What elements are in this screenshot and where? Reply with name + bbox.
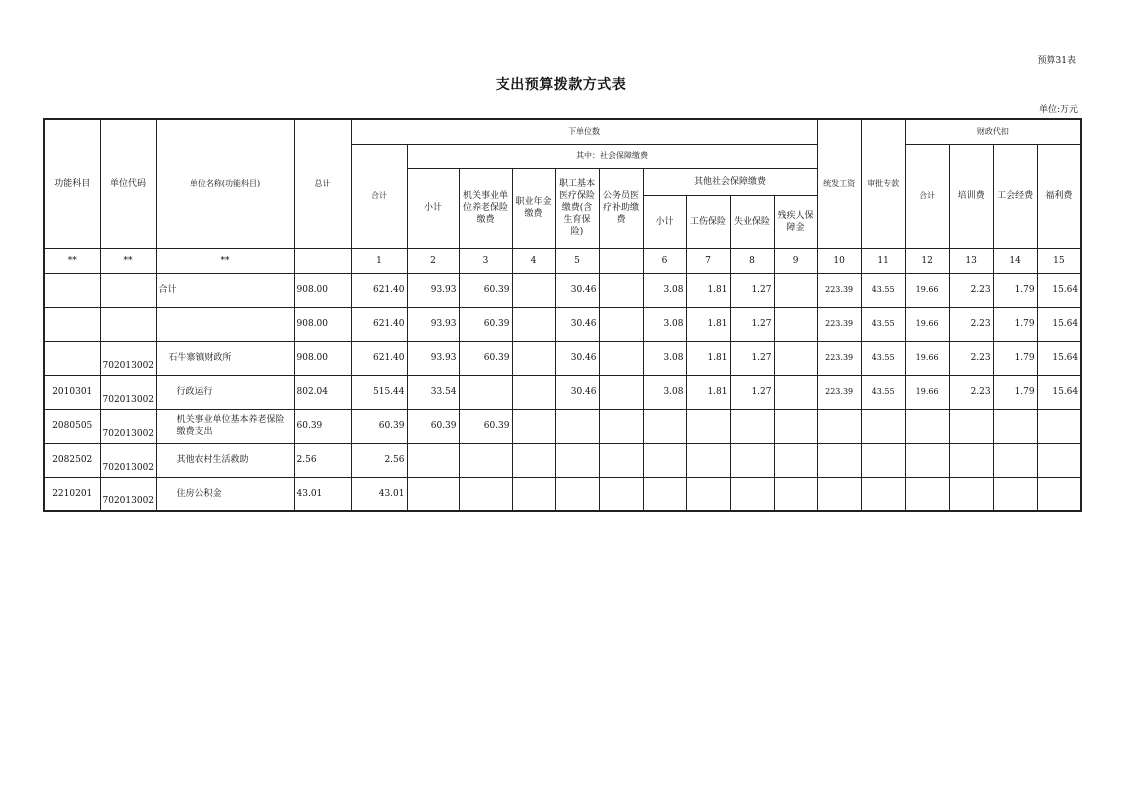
value-cell [817,409,861,443]
func-subject-cell: 2082502 [44,443,100,477]
value-cell [730,443,774,477]
value-cell: 1.79 [993,307,1037,341]
value-cell [643,409,686,443]
value-cell [599,409,643,443]
func-subject-cell [44,341,100,375]
value-cell: 30.46 [555,341,599,375]
value-cell: 515.44 [351,375,407,409]
value-cell: 19.66 [905,307,949,341]
value-cell: 15.64 [1037,307,1081,341]
value-cell: 1.27 [730,375,774,409]
table-row [44,341,1081,375]
value-cell: 1.81 [686,273,730,307]
value-cell [643,477,686,511]
column-index-cell: 3 [459,248,512,273]
value-cell: 30.46 [555,375,599,409]
value-cell: 15.64 [1037,273,1081,307]
value-cell [817,443,861,477]
header-approved: 审批专款 [861,119,905,248]
value-cell [949,443,993,477]
func-subject-cell: 2080505 [44,409,100,443]
value-cell: 2.23 [949,341,993,375]
header-social-security: 其中：社会保障缴费 [407,144,817,168]
value-cell [1037,477,1081,511]
header-other-subtotal: 小计 [643,195,686,248]
header-lower-units: 下单位数 [351,119,817,144]
column-index-cell: ** [100,248,156,273]
total-cell: 908.00 [294,273,351,307]
header-union: 工会经费 [993,144,1037,248]
column-index-cell: 6 [643,248,686,273]
column-index-cell: 15 [1037,248,1081,273]
value-cell [861,443,905,477]
header-injury: 工伤保险 [686,195,730,248]
value-cell: 223.39 [817,307,861,341]
value-cell [686,477,730,511]
value-cell [512,477,555,511]
value-cell: 93.93 [407,273,459,307]
value-cell: 60.39 [459,341,512,375]
value-cell: 3.08 [643,341,686,375]
page-title: 支出预算拨款方式表 [495,77,627,93]
func-subject-cell: 2210201 [44,477,100,511]
value-cell [774,409,817,443]
value-cell [459,443,512,477]
value-cell [599,273,643,307]
column-index-cell: 1 [351,248,407,273]
value-cell: 1.27 [730,273,774,307]
column-index-cell: 13 [949,248,993,273]
value-cell [599,443,643,477]
value-cell: 223.39 [817,273,861,307]
value-cell: 33.54 [407,375,459,409]
value-cell: 19.66 [905,375,949,409]
value-cell: 3.08 [643,273,686,307]
total-cell: 43.01 [294,477,351,511]
value-cell: 3.08 [643,307,686,341]
value-cell: 3.08 [643,375,686,409]
value-cell [774,341,817,375]
value-cell [1037,409,1081,443]
total-cell: 60.39 [294,409,351,443]
table-row [44,409,1081,443]
header-welfare: 福利费 [1037,144,1081,248]
total-cell: 908.00 [294,307,351,341]
value-cell [643,443,686,477]
value-cell: 43.55 [861,375,905,409]
budget-table [43,118,1082,512]
value-cell [905,477,949,511]
value-cell: 93.93 [407,341,459,375]
value-cell [599,307,643,341]
header-unit-code: 单位代码 [100,119,156,248]
value-cell [905,443,949,477]
value-cell [512,341,555,375]
value-cell: 30.46 [555,273,599,307]
header-finance: 财政代扣 [905,119,1081,144]
value-cell: 60.39 [459,307,512,341]
value-cell: 2.23 [949,273,993,307]
header-other-ss: 其他社会保障缴费 [643,168,817,195]
value-cell: 621.40 [351,341,407,375]
column-index-cell: 2 [407,248,459,273]
value-cell: 621.40 [351,273,407,307]
column-index-row [44,248,1081,273]
value-cell: 15.64 [1037,375,1081,409]
value-cell: 19.66 [905,341,949,375]
value-cell: 1.81 [686,375,730,409]
value-cell: 60.39 [459,409,512,443]
value-cell [905,409,949,443]
table-row [44,307,1081,341]
value-cell [993,477,1037,511]
value-cell [861,409,905,443]
header-total: 总计 [294,119,351,248]
header-training: 培训费 [949,144,993,248]
value-cell [774,477,817,511]
value-cell [512,443,555,477]
value-cell [993,409,1037,443]
unit-code-cell: 702013002 [100,443,156,477]
value-cell [861,477,905,511]
header-disabled: 残疾人保障金 [774,195,817,248]
value-cell [512,273,555,307]
unit-code-cell [100,307,156,341]
value-cell [599,341,643,375]
value-cell: 30.46 [555,307,599,341]
value-cell [730,409,774,443]
unit-name-cell: 行政运行 [156,375,294,409]
unit-name-cell: 住房公积金 [156,477,294,511]
value-cell: 19.66 [905,273,949,307]
value-cell [555,477,599,511]
column-index-cell: ** [156,248,294,273]
value-cell: 2.23 [949,307,993,341]
unit-label: 单位:万元 [1038,105,1078,115]
table-data [44,273,1081,511]
column-index-cell: 9 [774,248,817,273]
func-subject-cell [44,307,100,341]
column-index-cell: 11 [861,248,905,273]
value-cell [774,375,817,409]
func-subject-cell [44,273,100,307]
value-cell [512,409,555,443]
total-cell: 908.00 [294,341,351,375]
table-row [44,443,1081,477]
value-cell: 1.79 [993,341,1037,375]
value-cell [774,307,817,341]
value-cell: 223.39 [817,375,861,409]
value-cell: 1.27 [730,307,774,341]
column-index-cell: ** [44,248,100,273]
value-cell [774,443,817,477]
unit-name-cell: 石牛寨镇财政所 [156,341,294,375]
value-cell [407,477,459,511]
value-cell: 43.01 [351,477,407,511]
value-cell [817,477,861,511]
value-cell: 43.55 [861,273,905,307]
value-cell: 15.64 [1037,341,1081,375]
column-index-cell: 8 [730,248,774,273]
header-salary: 统发工资 [817,119,861,248]
value-cell: 43.55 [861,307,905,341]
value-cell [459,477,512,511]
value-cell: 621.40 [351,307,407,341]
header-fin-total: 合计 [905,144,949,248]
table-header [44,119,1081,248]
value-cell: 2.23 [949,375,993,409]
unit-name-cell: 机关事业单位基本养老保险缴费支出 [156,409,294,443]
column-index-cell: 4 [512,248,555,273]
unit-code-cell: 702013002 [100,409,156,443]
unit-name-cell: 合计 [156,273,294,307]
unit-code-cell: 702013002 [100,341,156,375]
value-cell: 1.81 [686,307,730,341]
value-cell [730,477,774,511]
value-cell: 60.39 [351,409,407,443]
header-medical: 职工基本医疗保险缴费(含生育保险) [555,168,599,248]
column-index-cell [599,248,643,273]
column-index-cell: 12 [905,248,949,273]
table-row [44,477,1081,511]
value-cell: 1.79 [993,375,1037,409]
value-cell [993,443,1037,477]
value-cell [686,443,730,477]
value-cell [407,443,459,477]
value-cell [686,409,730,443]
value-cell [555,409,599,443]
value-cell: 1.27 [730,341,774,375]
value-cell [555,443,599,477]
header-pension: 机关事业单位养老保险缴费 [459,168,512,248]
value-cell [512,307,555,341]
value-cell [774,273,817,307]
value-cell [459,375,512,409]
header-ss-subtotal: 小计 [407,168,459,248]
header-func-subject: 功能科目 [44,119,100,248]
column-index-cell [294,248,351,273]
total-cell: 2.56 [294,443,351,477]
value-cell [949,409,993,443]
header-unit-name: 单位名称(功能科目) [156,119,294,248]
value-cell: 60.39 [407,409,459,443]
value-cell [949,477,993,511]
value-cell [512,375,555,409]
unit-name-cell: 其他农村生活救助 [156,443,294,477]
value-cell: 2.56 [351,443,407,477]
value-cell: 60.39 [459,273,512,307]
column-index-cell: 14 [993,248,1037,273]
value-cell: 223.39 [817,341,861,375]
unit-code-cell: 702013002 [100,375,156,409]
column-index-cell: 5 [555,248,599,273]
table-number-label: 预算31表 [1037,56,1076,66]
header-annuity: 职业年金缴费 [512,168,555,248]
value-cell [599,477,643,511]
column-index-cell: 10 [817,248,861,273]
header-civil-medical: 公务员医疗补助缴费 [599,168,643,248]
value-cell: 93.93 [407,307,459,341]
table-row [44,375,1081,409]
value-cell: 1.79 [993,273,1037,307]
total-cell: 802.04 [294,375,351,409]
value-cell: 1.81 [686,341,730,375]
unit-code-cell: 702013002 [100,477,156,511]
value-cell [599,375,643,409]
table-body [44,248,1081,273]
value-cell [1037,443,1081,477]
column-index-cell: 7 [686,248,730,273]
unit-code-cell [100,273,156,307]
header-lower-subtotal: 合计 [351,144,407,248]
header-unemployment: 失业保险 [730,195,774,248]
table-row [44,273,1081,307]
func-subject-cell: 2010301 [44,375,100,409]
unit-name-cell [156,307,294,341]
value-cell: 43.55 [861,341,905,375]
